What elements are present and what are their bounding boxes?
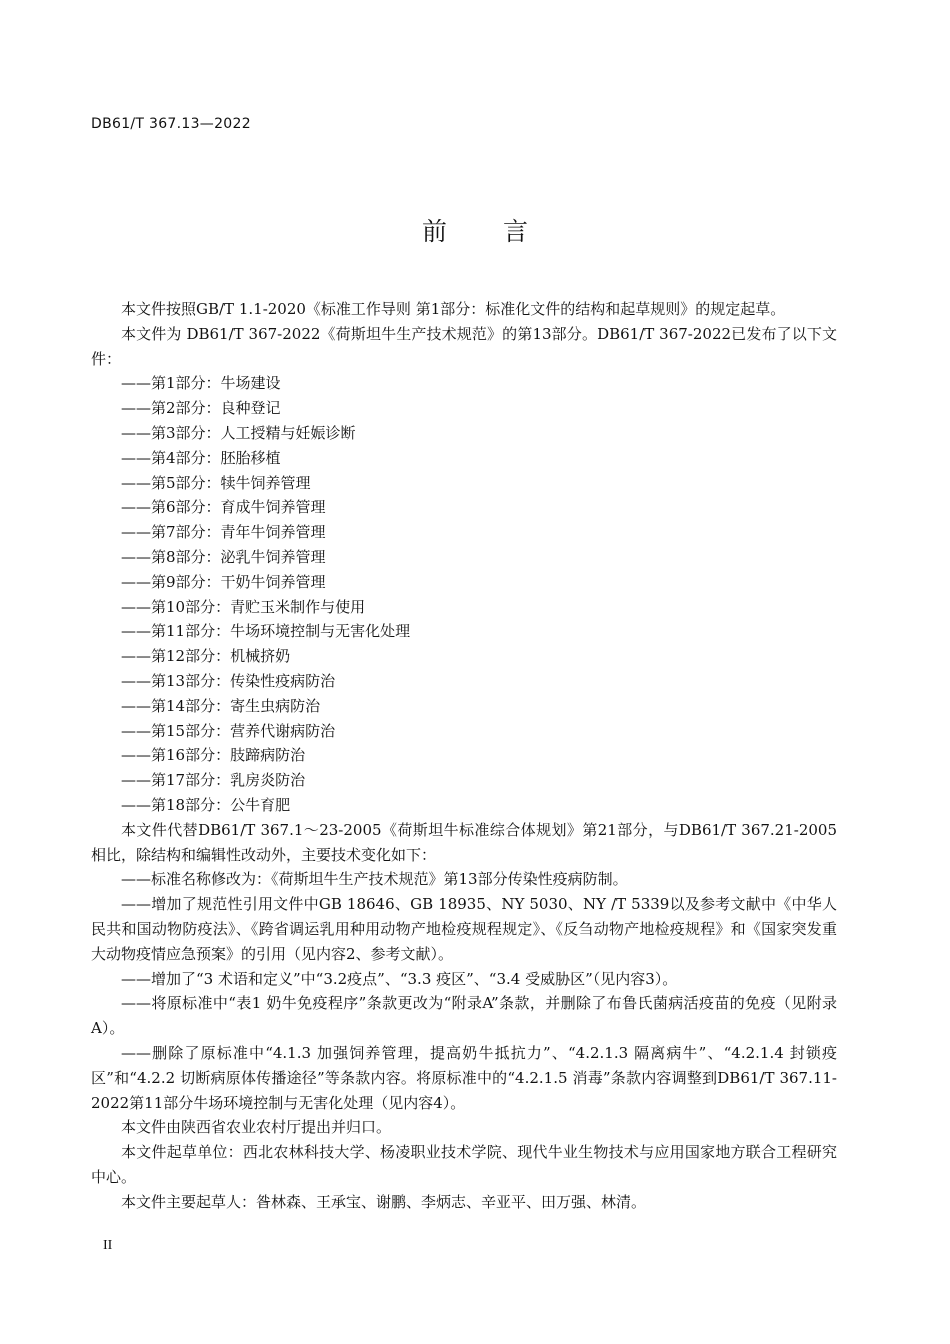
list-item: ——第1部分：牛场建设 bbox=[121, 374, 281, 393]
list-item: ——第8部分：泌乳牛饲养管理 bbox=[121, 547, 326, 566]
list-item: ——第7部分：青年牛饲养管理 bbox=[121, 523, 326, 542]
drafters-paragraph: 本文件主要起草人：昝林森、王承宝、谢鹏、李炳志、辛亚平、田万强、林清。 bbox=[121, 1192, 647, 1211]
parts-list bbox=[91, 371, 837, 817]
change-item: ——将原标准中“表1 奶牛免疫程序”条款更改为“附录A”条款，并删除了布鲁氏菌病活疫苗的免疫（见附录A）。 bbox=[91, 994, 837, 1038]
list-item: ——第5部分：犊牛饲养管理 bbox=[121, 473, 311, 492]
list-item: ——第3部分：人工授精与妊娠诊断 bbox=[121, 423, 356, 442]
document-code: DB61/T 367.13—2022 bbox=[91, 116, 251, 132]
list-item: ——第15部分：营养代谢病防治 bbox=[121, 721, 336, 740]
change-item: ——标准名称修改为：《荷斯坦牛生产技术规范》第13部分传染性疫病防制。 bbox=[121, 870, 628, 889]
list-item: ——第4部分：胚胎移植 bbox=[121, 448, 281, 467]
intro-paragraph-1: 本文件按照GB/T 1.1-2020《标准工作导则 第1部分：标准化文件的结构和起草规则》的规定起草。 bbox=[121, 300, 786, 318]
title-char-1: 前 bbox=[421, 217, 447, 246]
page-title bbox=[0, 212, 950, 248]
list-item: ——第11部分：牛场环境控制与无害化处理 bbox=[121, 622, 411, 641]
list-item: ——第17部分：乳房炎防治 bbox=[121, 771, 306, 790]
change-item: ——增加了“3 术语和定义”中“3.2疫点”、“3.3 疫区”、“3.4 受威胁区”（见内容3）。 bbox=[121, 969, 678, 988]
list-item: ——第14部分：寄生虫病防治 bbox=[121, 696, 321, 715]
list-item: ——第12部分：机械挤奶 bbox=[121, 647, 291, 666]
change-item: ——增加了规范性引用文件中GB 18646、GB 18935、NY 5030、NY /T 5339以及参考文献中《中华人民共和国动物防疫法》、《跨省调运乳用种用动物产地检疫规程规定》、《反刍动物产地检疫规程》和《国家突发重大动物疫情应急预案》的引用（见内容2、参考文献）。 bbox=[91, 895, 837, 963]
list-item: ——第18部分：公牛育肥 bbox=[121, 795, 291, 814]
replace-paragraph: 本文件代替DB61/T 367.1～23-2005《荷斯坦牛标准综合体规划》第21部分，与DB61/T 367.21-2005相比，除结构和编辑性改动外，主要技术变化如下： bbox=[91, 820, 837, 864]
foreword-body bbox=[91, 297, 837, 1214]
list-item: ——第2部分：良种登记 bbox=[121, 399, 281, 418]
list-item: ——第13部分：传染性疫病防治 bbox=[121, 671, 336, 690]
change-item: ——删除了原标准中“4.1.3 加强饲养管理，提高奶牛抵抗力”、“4.2.1.3 隔离病牛”、“4.2.1.4 封锁疫区”和“4.2.2 切断病原体传播途径”等条款内容。将原标准中的“4.2.1.5 消毒”条款内容调整到DB61/T 367.11-2022第11部分牛场环境控制与无害化处理（见内容4）。 bbox=[91, 1043, 837, 1112]
list-item: ——第10部分：青贮玉米制作与使用 bbox=[121, 597, 366, 616]
page-number: II bbox=[103, 1238, 113, 1253]
intro-paragraph-2: 本文件为 DB61/T 367-2022《荷斯坦牛生产技术规范》的第13部分。DB61/T 367-2022已发布了以下文件： bbox=[91, 324, 837, 368]
drafting-units-paragraph: 本文件起草单位：西北农林科技大学、杨凌职业技术学院、现代牛业生物技术与应用国家地方联合工程研究中心。 bbox=[91, 1143, 837, 1186]
title-char-2: 言 bbox=[503, 217, 529, 246]
list-item: ——第6部分：育成牛饲养管理 bbox=[121, 498, 326, 517]
list-item: ——第9部分：干奶牛饲养管理 bbox=[121, 572, 326, 591]
proposer-paragraph: 本文件由陕西省农业农村厅提出并归口。 bbox=[121, 1118, 392, 1137]
changes-list bbox=[91, 867, 837, 1115]
list-item: ——第16部分：肢蹄病防治 bbox=[121, 746, 306, 765]
